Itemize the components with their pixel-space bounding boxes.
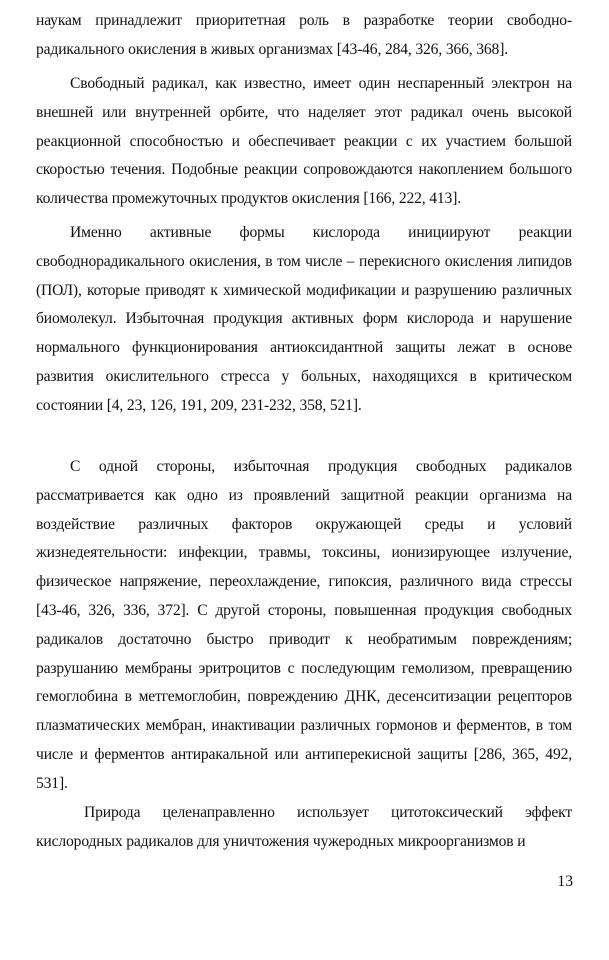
- paragraph-cytotoxic-effect: Природа целенаправленно использует цитотоксический эффект кислородных радикалов для уничтожения чужеродных микроорганизмов и: [36, 804, 572, 850]
- paragraph-radical-production: С одной стороны, избыточная продукция свободных радикалов рассматривается как одно из проявлений защитной реакции организма на воздействие различных факторов окружающей среды и условий жизнедеятельности: инфекции, травмы, токсины, ионизирующее излучение, физическое напряжение, переохлаждение, гипоксия, различного вида стрессы [43-46, 326, 336, 372]. С другой стороны, повышенная продукция свободных радикалов достаточно быстро приводит к необратимым повреждениям; разрушанию мембраны эритроцитов с последующим гемолизом, превращению гемоглобина в метгемоглобин, повреждению ДНК, десенситизации рецепторов плазматических мембран, инактивации различных гормонов и ферментов, в том числе и ферментов антиракальной или антиперекисной защиты [286, 365, 492, 531].: [36, 458, 572, 792]
- paragraph-active-oxygen: Именно активные формы кислорода инициируют реакции свободнорадикального окисления, в том числе – перекисного окисления липидов (ПОЛ), которые приводят к химической модификации и разрушению различных биомолекул. Избыточная продукция активных форм кислорода и нарушение нормального функционирования антиоксидантной защиты лежат в основе развития окислительного стресса у больных, находящихся в критическом состоянии [4, 23, 126, 191, 209, 231-232, 358, 521].: [36, 224, 572, 414]
- paragraph-free-radical: Свободный радикал, как известно, имеет один неспаренный электрон на внешней или внутренней орбите, что наделяет этот радикал очень высокой реакционной способностью и обеспечивает реакции с их участием большой скоростью течения. Подобные реакции сопровождаются накоплением большого количества промежуточных продуктов окисления [166, 222, 413].: [36, 75, 572, 208]
- page-number: 13: [557, 873, 573, 890]
- paragraph-continuation: наукам принадлежит приоритетная роль в разработке теории свободно-радикального окисления в живых организмах [43-46, 284, 326, 366, 368].: [36, 12, 572, 58]
